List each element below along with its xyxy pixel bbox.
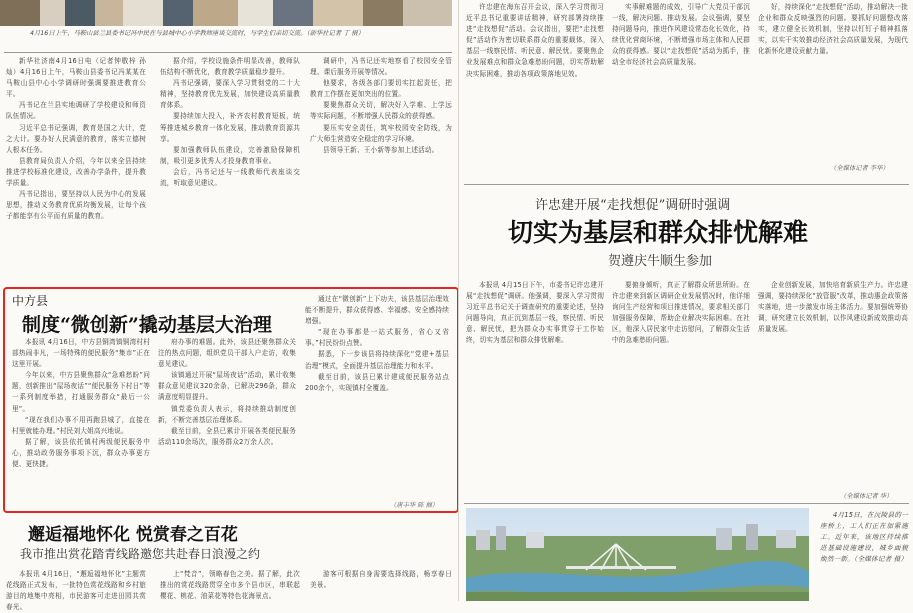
paragraph: 调研中，冯书记还实地察看了校园安全管理、课后服务开展等情况。 (310, 57, 452, 77)
right-top-col3 (758, 2, 908, 162)
divider (4, 52, 452, 53)
paragraph: 县领导王新、王小新等参加上述活动。 (323, 145, 439, 154)
right-story-col3 (758, 280, 908, 486)
paragraph: 上“梵音”，领略春色之美。据了解，此次推出的赏花线路贯穿全市多个县市区，串联起樱花、桃花、油菜花等特色花海景点。 (160, 570, 300, 601)
paragraph: 本报讯 4月16日，“邂逅福地怀化”主题赏花线路正式发布，一批特色赏花线路和乡村旅游目的地集中亮相，市民游客可走进田园共赏春光。 (6, 570, 146, 612)
top-photo (0, 0, 452, 26)
page-gutter (458, 0, 459, 601)
right-top-col1 (466, 2, 604, 180)
featured-col1 (12, 337, 150, 505)
paragraph: 要俯身倾听，真正了解群众所思所盼。在许忠建来到新区调研企业发展情况时，他详细询问生产经营和项目推进情况，要求相关部门加强服务保障，帮助企业解决实际困难。在社区，他深入居民家中走访慰问，了解群众生活中的急难愁盼问题。 (612, 281, 750, 345)
paragraph: 截至目前，该县已累计建成便民服务站点200余个，实现镇村全覆盖。 (305, 372, 449, 392)
paragraph: 新华社济南4月16日电（记者钟敬梓 孙 灿）4月16日上午，马鞍山县委书记冯某某在马鞍山县中心小学调研时强调要推进教育公平。 (6, 57, 146, 99)
right-kicker: 许忠建开展“走找想促”调研时强调 (535, 198, 731, 213)
paragraph: 要压实安全责任，筑牢校园安全防线，为广大师生营造安全稳定的学习环境。 (310, 123, 452, 143)
bottom-left-col3 (310, 569, 452, 601)
bottom-left-col2 (160, 569, 300, 601)
paragraph: “现在办事都是一站式服务，省心又省事。”村民纷纷点赞。 (305, 328, 449, 348)
right-story-col2 (612, 280, 750, 502)
right-top-col2 (612, 2, 750, 180)
bottom-left-headline: 邂逅福地怀化 悦赏春之百花 (28, 525, 238, 545)
paragraph: 冯书记在兰县实地调研了学校建设和师资队伍情况。 (6, 101, 146, 121)
paragraph: 通过在“微创新”上下功夫，该县基层治理效能不断提升，群众获得感、幸福感、安全感持续增强。 (305, 295, 449, 326)
left-story-col3 (310, 56, 452, 282)
paragraph: 据了解，该县依托镇村两级便民服务中心，推动政务服务事项下沉，群众办事更方便、更快捷。 (12, 437, 150, 469)
featured-col2 (158, 337, 296, 505)
paragraph: 本报讯 4月16日，中方县铜湾镇铜湾村村部热闹非凡，一场特殊的便民服务“集市”正在这里开展。 (12, 338, 150, 369)
paragraph: 冯书记指出，要坚持以人民为中心的发展思想，推动义务教育优质均衡发展，让每个孩子都能享有公平而有质量的教育。 (6, 190, 146, 221)
paragraph: “现在我们办事不用再跑县城了，直接在村里就能办理。”村民刘大姐高兴地说。 (12, 415, 150, 435)
divider (464, 503, 909, 504)
paragraph: 要加强教师队伍建设，完善激励保障机制，吸引更多优秀人才投身教育事业。 (160, 145, 300, 165)
paragraph: 要聚焦群众关切，解决好入学难、上学远等实际问题，不断增强人民群众的获得感。 (310, 101, 452, 121)
bottom-photo-caption: 4月15日，在沅陵县的一座桥上，工人们正在加紧施工。近年来，该地区持续推进基础设施建设，城乡面貌焕然一新。（全媒体记者 摄） (820, 511, 908, 564)
paragraph: 府办事的难题。此外，该县还聚焦群众关注的热点问题，组织党员干部入户走访，收集意见建议。 (158, 338, 296, 369)
paragraph: 据悉，下一步该县将持续深化“党建+基层治理”模式，全面提升基层治理能力和水平。 (305, 350, 449, 370)
paragraph: 习近平总书记强调，教育是国之大计，党之大计。要办好人民满意的教育，落实立德树人根本任务。 (6, 123, 146, 154)
paragraph: 今年以来，中方县聚焦群众“急难愁盼”问题，创新推出“屋场夜话”“便民服务下村日”等一系列制度举措，打通服务群众“最后一公里”。 (12, 371, 150, 413)
featured-headline: 制度“微创新”撬动基层大治理 (22, 314, 272, 336)
paragraph: 要持续加大投入，补齐农村教育短板，统筹推进城乡教育一体化发展，推动教育资源共享。 (160, 112, 300, 143)
paragraph: 他要求，各级各部门要切实扛起责任，把教育工作摆在更加突出的位置。 (310, 79, 452, 99)
right-top-byline: （全媒体记者 李华） (830, 165, 889, 172)
featured-kicker: 中方县 (12, 294, 49, 308)
right-subhead: 贺遵庆牛顺生参加 (608, 254, 713, 269)
top-photo-caption: 4月16日上午，马鞍山县兰县委书记冯中民在与县城中心小学教师座谈交流时，与学生们亲切交流。（新华社记者 丁 摄） (30, 30, 365, 37)
featured-col3 (305, 294, 449, 498)
paragraph: 本报讯 4月15日下午，市委书记许忠建开展“走找想促”调研。他强调，要深入学习贯彻习近平总书记关于调查研究的重要论述，坚持问题导向，真正沉到基层一线，察民情、听民意、解民忧，把为群众办实事贯穿于工作始终，切实为基层和群众排忧解难。 (466, 281, 604, 345)
bottom-photo (466, 508, 809, 601)
paragraph: 该镇通过开展“屋场夜话”活动，累计收集群众意见建议320余条，已解决296条，群众满意度明显提升。 (158, 371, 296, 402)
paragraph: 好，持续深化“走找想促”活动，推动解决一批企业和群众反映强烈的问题。要抓好问题整改落实，建立健全长效机制，坚持以钉钉子精神抓落实，以实干实效推动经济社会高质量发展，为现代化新怀化建设贡献力量。 (758, 3, 908, 56)
top-photo-graphic (0, 0, 452, 26)
bottom-left-subhead: 我市推出赏花踏青线路邀您共赴春日浪漫之约 (20, 547, 261, 561)
paragraph: 县教育局负责人介绍，今年以来全县持续推进学校标准化建设，改善办学条件，提升教学质量。 (6, 156, 146, 188)
right-story-col1 (466, 280, 604, 502)
paragraph: 截至目前，全县已累计开展各类便民服务活动110余场次，服务群众2万余人次。 (158, 426, 296, 446)
bottom-left-col1 (6, 569, 146, 612)
paragraph: 实事解难题的成效，引导广大党员干部沉一线，解决问题、推动发展。会议强调，要坚持问题导向，推进作风建设常态化长效化，持续优化营商环境，不断增强市场主体和人民群众的获得感。要以“走找想促”活动为抓手，推动全市经济社会高质量发展。 (612, 3, 750, 67)
paragraph: 冯书记强调，要深入学习贯彻党的二十大精神，坚持教育优先发展，加快建设高质量教育体系。 (160, 79, 300, 110)
divider (464, 184, 909, 185)
left-story-col1 (6, 56, 146, 282)
featured-byline: （唐丰华 陈 摘） (390, 502, 439, 509)
bottom-photo-caption-box (820, 510, 908, 601)
right-headline: 切实为基层和群众排忧解难 (508, 218, 809, 247)
paragraph: 企业创新发展，加快培育新质生产力。许忠建强调，要持续深化“放管服”改革，推动惠企政策落实落地，进一步激发市场主体活力。要加强统筹协调，研究建立长效机制，以作风建设新成效推动高质量发展。 (758, 281, 908, 334)
paragraph: 许忠建在海东召开会议，深入学习贯彻习近平总书记重要讲话精神，研究部署持续推进“走找想促”活动。会议指出，要把“走找想促”活动作为密切联系群众的重要载体，深入基层一线察民情、听民意、解民忧。要聚焦企业发展难点和群众急难愁盼问题，切实帮助解决实际困难，推动各项政策落地见效。 (466, 3, 604, 78)
paragraph: 游客可根据自身需要选择线路，畅享春日美景。 (310, 570, 452, 590)
left-story-col2 (160, 56, 300, 282)
paragraph: 镇党委负责人表示，将持续推动制度创新，不断完善基层治理体系。 (158, 404, 296, 424)
paragraph: 会后，冯书记还与一线教师代表座谈交流，听取意见建议。 (160, 167, 300, 188)
bottom-photo-graphic (466, 508, 809, 601)
paragraph: 据介绍，学校设施条件明显改善，教师队伍结构不断优化，教育教学质量稳步提升。 (160, 57, 300, 77)
right-story-byline: （全媒体记者 华） (840, 493, 893, 500)
